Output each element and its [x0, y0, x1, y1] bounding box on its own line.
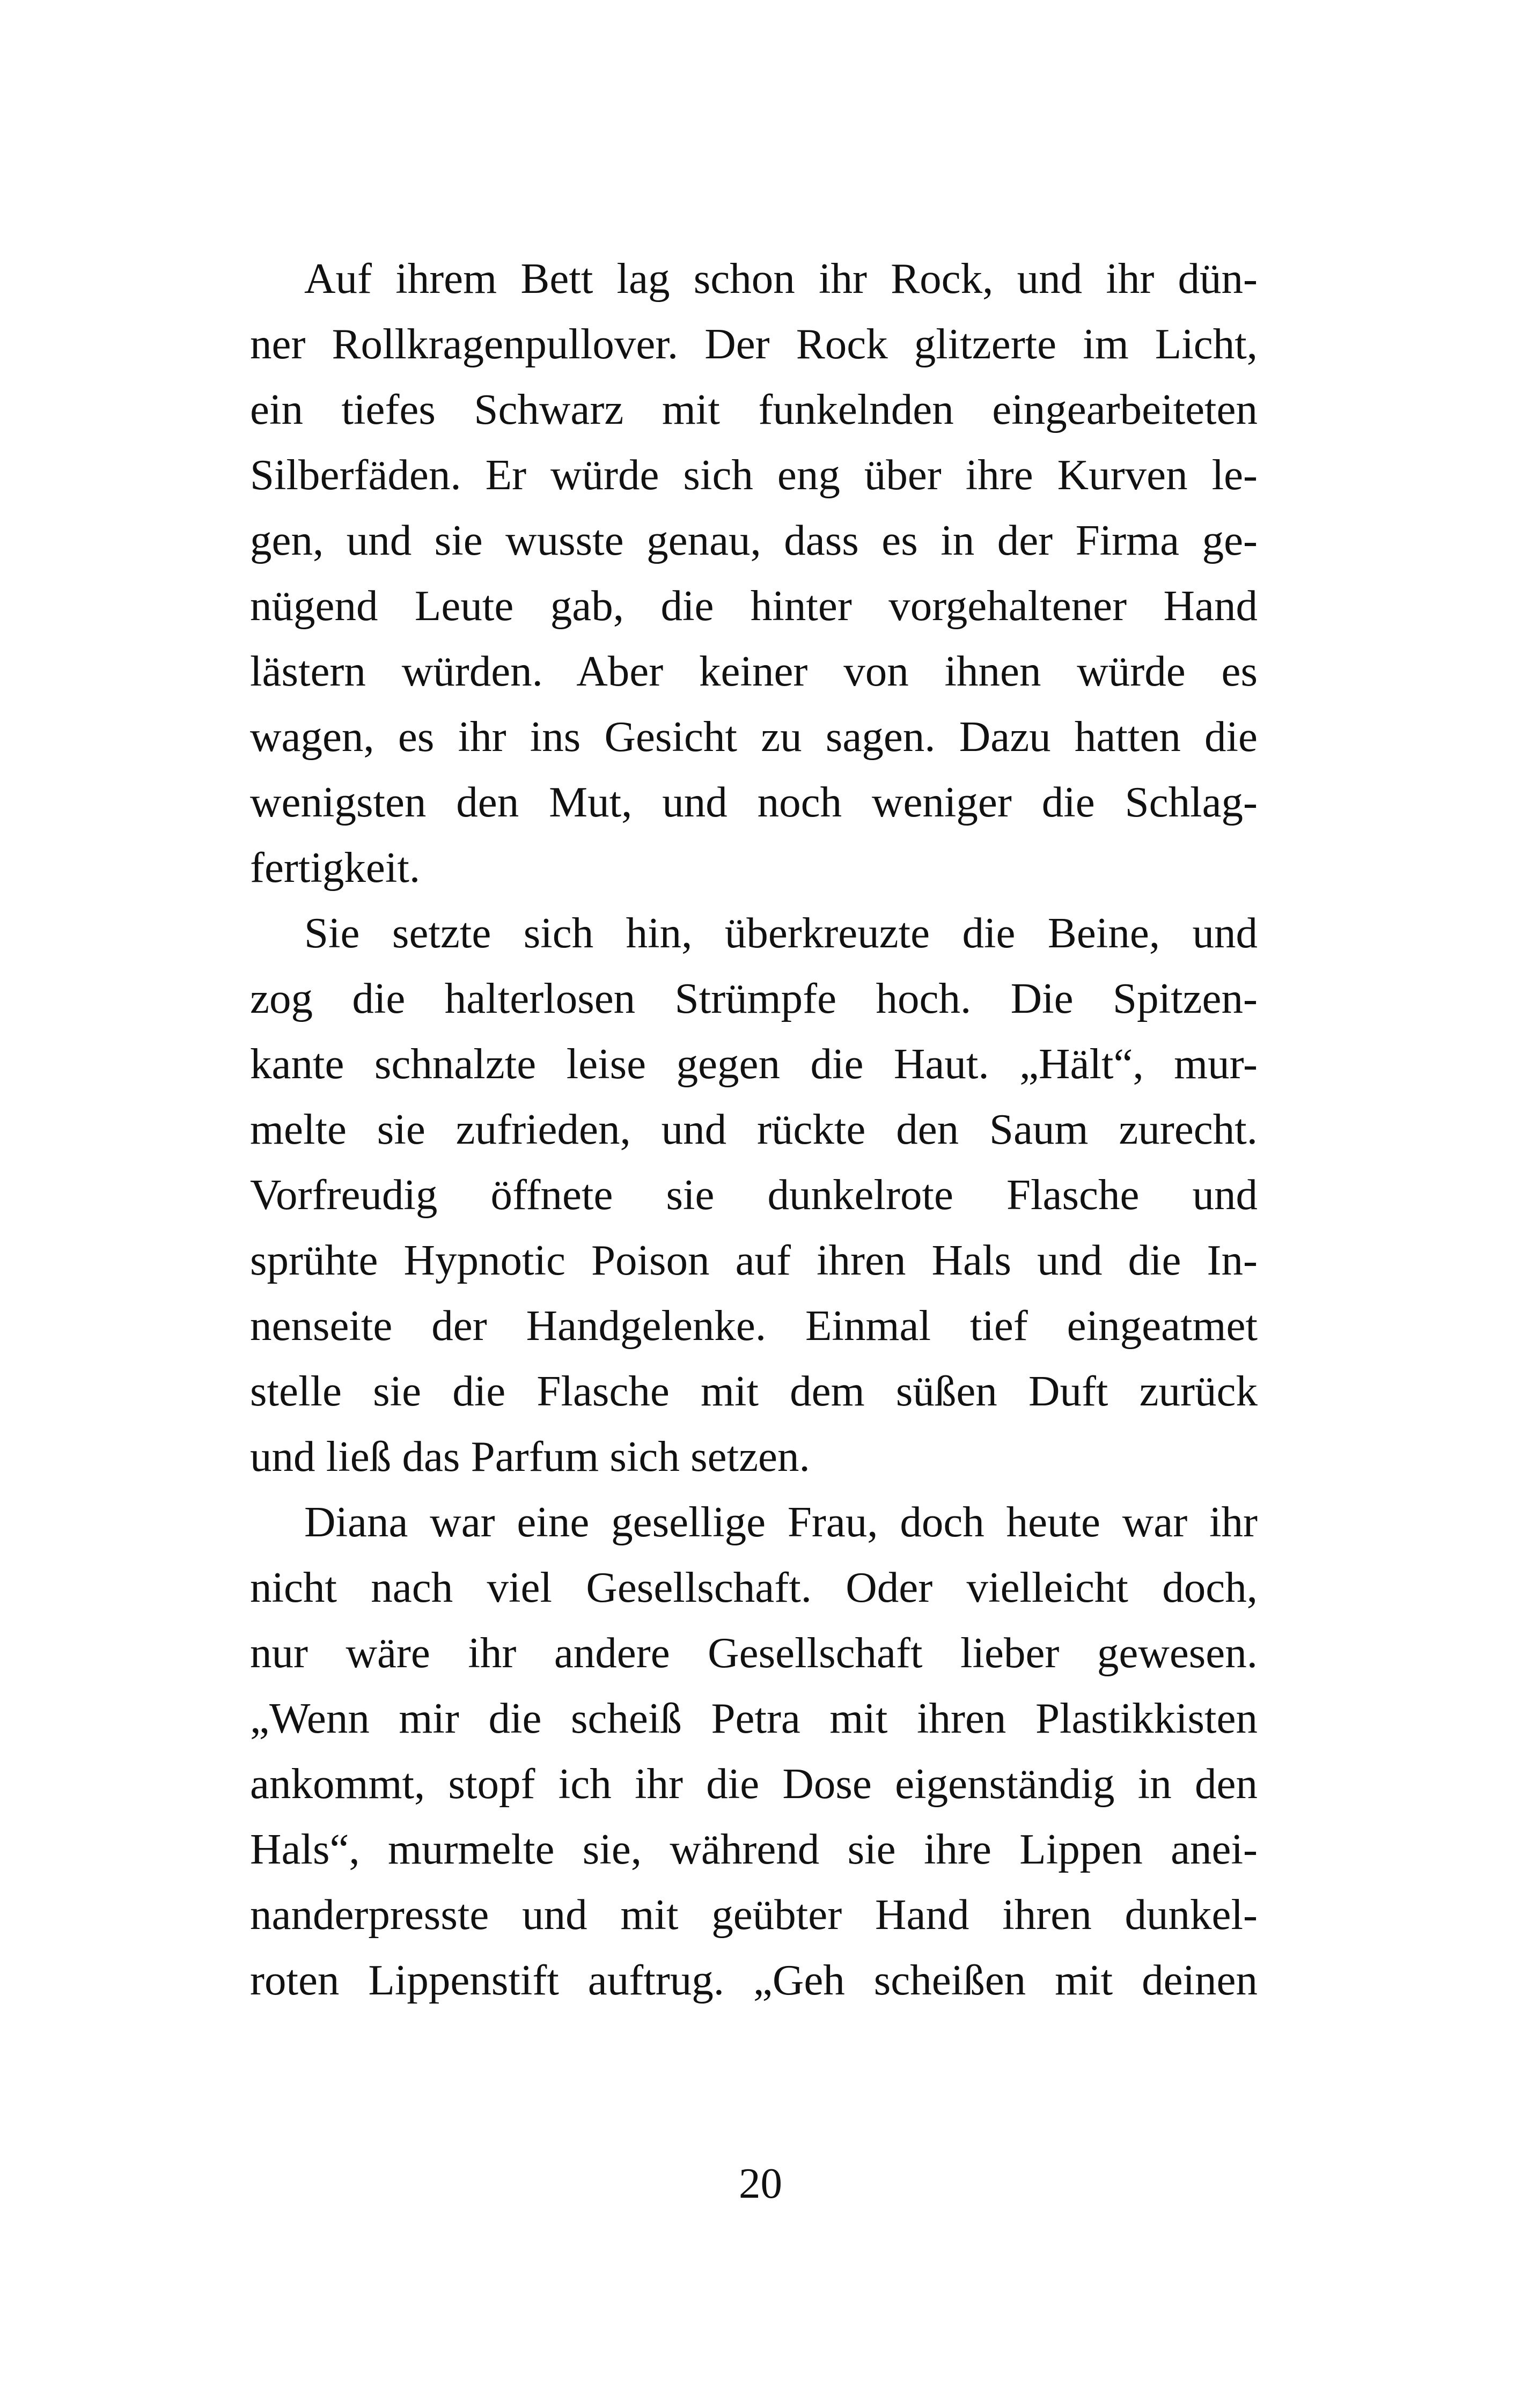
text-line: ein tiefes Schwarz mit funkelnden eingearbeiteten	[250, 385, 1258, 433]
text-line: wenigsten den Mut, und noch weniger die Schlag-	[250, 778, 1258, 826]
text-line: „Wenn mir die scheiß Petra mit ihren Plastikkisten	[250, 1694, 1258, 1742]
text-line: nügend Leute gab, die hinter vorgehaltener Hand	[250, 581, 1258, 630]
text-line: nur wäre ihr andere Gesellschaft lieber gewesen.	[250, 1629, 1258, 1677]
text-line: roten Lippenstift auftrug. „Geh scheißen mit deinen	[250, 1956, 1258, 2004]
text-line: Hals“, murmelte sie, während sie ihre Lippen anei-	[250, 1825, 1258, 1873]
text-line: fertigkeit.	[250, 843, 421, 892]
text-line: nicht nach viel Gesellschaft. Oder vielleicht doch,	[250, 1563, 1258, 1611]
text-line: Sie setzte sich hin, überkreuzte die Beine, und	[304, 909, 1258, 957]
text-line: ner Rollkragenpullover. Der Rock glitzerte im Licht,	[250, 320, 1258, 368]
paragraph-3	[250, 1489, 1258, 2013]
paragraph-1	[250, 246, 1258, 900]
text-line: zog die halterlosen Strümpfe hoch. Die Spitzen-	[250, 974, 1258, 1022]
text-line: wagen, es ihr ins Gesicht zu sagen. Dazu hatten die	[250, 712, 1258, 761]
body-text	[250, 246, 1258, 2013]
text-line: Diana war eine gesellige Frau, doch heute war ihr	[304, 1498, 1258, 1546]
text-line: Vorfreudig öffnete sie dunkelrote Flasche und	[250, 1170, 1258, 1219]
text-line: nenseite der Handgelenke. Einmal tief eingeatmet	[250, 1301, 1258, 1350]
text-line: gen, und sie wusste genau, dass es in der Firma ge-	[250, 516, 1258, 564]
text-line: und ließ das Parfum sich setzen.	[250, 1432, 810, 1481]
text-line: sprühte Hypnotic Poison auf ihren Hals und die In-	[250, 1236, 1258, 1284]
text-line: kante schnalzte leise gegen die Haut. „Hält“, mur-	[250, 1040, 1258, 1088]
text-line: Auf ihrem Bett lag schon ihr Rock, und ihr dün-	[304, 254, 1258, 303]
page-number: 20	[739, 2159, 782, 2207]
text-line: melte sie zufrieden, und rückte den Saum zurecht.	[250, 1105, 1258, 1153]
text-line: stelle sie die Flasche mit dem süßen Duft zurück	[250, 1367, 1258, 1415]
text-line: Silberfäden. Er würde sich eng über ihre Kurven le-	[250, 451, 1258, 499]
text-line: lästern würden. Aber keiner von ihnen würde es	[250, 647, 1258, 695]
text-line: ankommt, stopf ich ihr die Dose eigenständig in den	[250, 1759, 1258, 1808]
paragraph-2	[250, 900, 1258, 1489]
text-line: nanderpresste und mit geübter Hand ihren dunkel-	[250, 1890, 1258, 1939]
